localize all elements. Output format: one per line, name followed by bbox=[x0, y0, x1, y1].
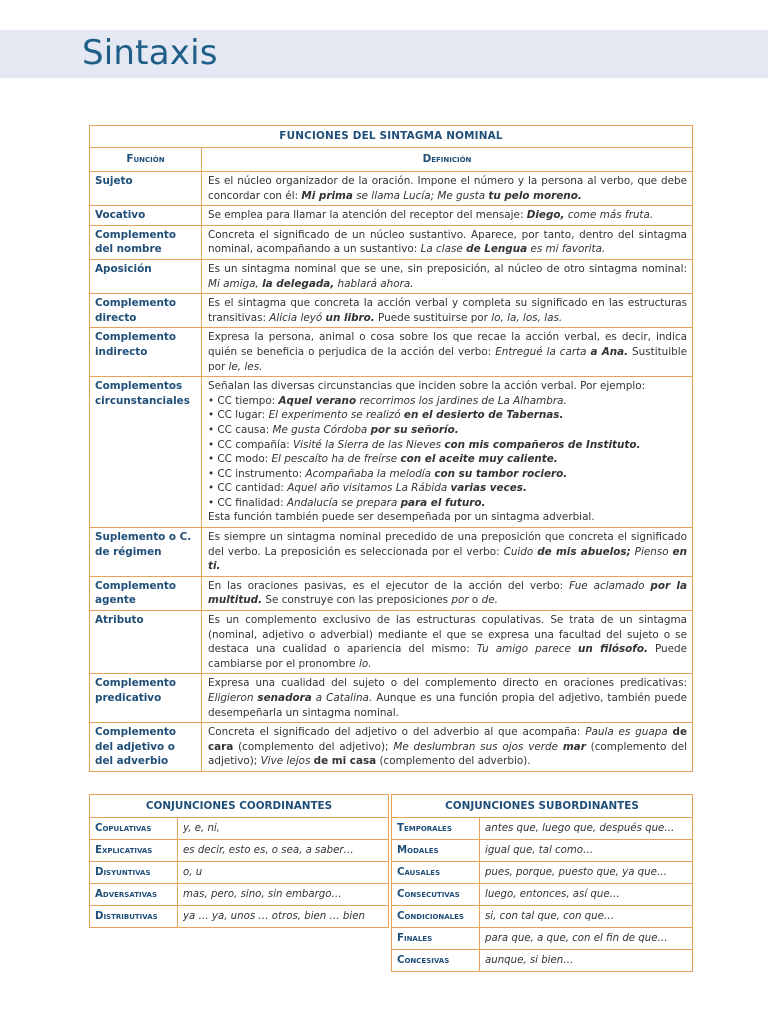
definition-text: • CC lugar: bbox=[208, 409, 269, 422]
example-text: Entregué la carta bbox=[495, 345, 591, 358]
definition-line bbox=[208, 379, 687, 394]
function-definition bbox=[202, 611, 693, 674]
emphasis-text: varias veces. bbox=[450, 482, 527, 495]
definition-text: Es el núcleo organizador de la oración. Impone el número y la persona al verbo, que debe concordar con él: bbox=[208, 175, 687, 202]
function-definition bbox=[202, 294, 693, 328]
emphasis-wrapper bbox=[527, 209, 565, 221]
example-text: Eligieron bbox=[208, 692, 258, 704]
subordinating-row bbox=[392, 906, 693, 928]
definition-text: • CC instrumento: bbox=[208, 467, 306, 480]
functions-table bbox=[89, 125, 693, 772]
definition-text: Expresa la persona, animal o cosa sobre los que recae la acción verbal, es decir, indica quién se beneficia o perjudica de la acción del verbo: bbox=[208, 331, 687, 358]
definition-text: Es un sintagma nominal que se une, sin preposición, al núcleo de otro sintagma nominal: bbox=[208, 262, 687, 275]
emphasis-text: tu pelo moreno. bbox=[488, 189, 582, 202]
function-name: Sujeto bbox=[90, 172, 202, 206]
example-text: Paula es guapa bbox=[585, 726, 673, 739]
example-text: Aquel año visitamos La Rábida bbox=[287, 482, 451, 495]
coordinating-type: Copulativas bbox=[90, 818, 178, 840]
definition-text: o bbox=[468, 594, 482, 607]
function-name: Complemento indirecto bbox=[90, 328, 202, 377]
definition-text: Se emplea para llamar la atención del receptor del mensaje: bbox=[208, 209, 527, 222]
example-text: Alicia leyó bbox=[269, 311, 326, 324]
function-definition bbox=[202, 576, 693, 610]
function-name: Complementos circunstanciales bbox=[90, 377, 202, 528]
coordinating-caption: CONJUNCIONES COORDINANTES bbox=[90, 795, 389, 818]
function-name: Atributo bbox=[90, 611, 202, 674]
function-definition bbox=[202, 225, 693, 259]
definition-text: Puede cambiarse por el pronombre bbox=[208, 643, 687, 670]
emphasis-text: Aquel verano bbox=[278, 394, 357, 407]
example-text: Cuido bbox=[503, 545, 538, 558]
function-row bbox=[90, 172, 693, 206]
coordinating-examples: y, e, ni, bbox=[178, 818, 389, 840]
example-text: a Catalina. bbox=[311, 692, 373, 704]
example-text: de. bbox=[481, 594, 498, 607]
definition-text: Señalan las diversas circunstancias que inciden sobre la acción verbal. Por ejemplo: bbox=[208, 380, 646, 393]
definition-line bbox=[208, 438, 687, 453]
subordinating-row bbox=[392, 840, 693, 862]
emphasis-text: con mis compañeros de Instituto. bbox=[444, 438, 641, 451]
emphasis-text: mar bbox=[562, 740, 586, 753]
example-text: Me gusta Córdoba bbox=[272, 423, 371, 436]
subordinating-type: Temporales bbox=[392, 818, 480, 840]
emphasis-wrapper bbox=[326, 312, 375, 324]
emphasis-text: para el futuro. bbox=[400, 496, 486, 509]
emphasis-text: en ti. bbox=[208, 545, 687, 573]
emphasis-text: Diego, bbox=[526, 209, 565, 222]
function-name: Vocativo bbox=[90, 206, 202, 226]
emphasis-wrapper bbox=[278, 395, 356, 407]
subordinating-examples: antes que, luego que, después que… bbox=[480, 818, 693, 840]
subordinating-conjunctions-table bbox=[391, 794, 693, 972]
subordinating-type: Finales bbox=[392, 928, 480, 950]
emphasis-text: un filósofo. bbox=[577, 643, 648, 656]
function-name: Complemento directo bbox=[90, 294, 202, 328]
function-row bbox=[90, 377, 693, 528]
coordinating-caption-row bbox=[90, 795, 389, 818]
function-row bbox=[90, 294, 693, 328]
function-definition bbox=[202, 723, 693, 772]
example-text: Me deslumbran sus ojos verde bbox=[393, 740, 563, 753]
definition-line bbox=[208, 452, 687, 467]
example-text: hablará ahora. bbox=[334, 277, 414, 290]
coordinating-examples: mas, pero, sino, sin embargo… bbox=[178, 884, 389, 906]
definition-line bbox=[208, 394, 687, 409]
page-title: Sintaxis bbox=[82, 33, 218, 73]
emphasis-text: la delegada, bbox=[262, 277, 335, 290]
definition-line bbox=[208, 423, 687, 438]
example-text: Vive lejos bbox=[260, 755, 314, 768]
example-text: lo, la, los, las. bbox=[491, 311, 563, 324]
coordinating-examples: o, u bbox=[178, 862, 389, 884]
example-text: Andalucía se prepara bbox=[286, 496, 401, 509]
definition-line bbox=[208, 467, 687, 482]
emphasis-wrapper bbox=[488, 190, 581, 202]
subordinating-examples: aunque, si bien… bbox=[480, 950, 693, 972]
example-text: El pescaíto ha de freírse bbox=[271, 453, 401, 466]
emphasis-wrapper bbox=[371, 424, 459, 436]
emphasis-text: con su tambor rociero. bbox=[434, 467, 568, 480]
function-name: Aposición bbox=[90, 259, 202, 293]
bold-text: de cara bbox=[208, 726, 687, 753]
definition-text: (complemento del adjetivo); bbox=[208, 740, 687, 768]
emphasis-text: por su señorío. bbox=[370, 423, 459, 436]
coordinating-conjunctions-table bbox=[89, 794, 389, 928]
function-definition bbox=[202, 674, 693, 723]
example-text: Visité la Sierra de las Nieves bbox=[293, 438, 445, 451]
emphasis-text: un libro. bbox=[325, 311, 375, 324]
subordinating-type: Consecutivas bbox=[392, 884, 480, 906]
emphasis-wrapper bbox=[404, 409, 564, 421]
definition-line bbox=[208, 408, 687, 423]
subordinating-examples: pues, porque, puesto que, ya que… bbox=[480, 862, 693, 884]
function-row bbox=[90, 225, 693, 259]
definition-text: • CC cantidad: bbox=[208, 482, 288, 495]
definition-text: Es un complemento exclusivo de las estructuras copulativas. Se trata de un sintagma (nominal, adjetivo o adverbial) mediante el que se expresa una facultad del sujeto o se destaca una cualidad o apariencia del mismo: bbox=[208, 614, 687, 656]
definition-text: Es el sintagma que concreta la acción verbal y completa su significado en las estructuras transitivas: bbox=[208, 297, 687, 324]
definition-text: • CC tiempo: bbox=[208, 394, 279, 407]
emphasis-text: en el desierto de Tabernas. bbox=[403, 409, 564, 422]
function-name: Suplemento o C. de régimen bbox=[90, 528, 202, 577]
bold-text: de mi casa bbox=[313, 755, 377, 768]
function-name: Complemento del nombre bbox=[90, 225, 202, 259]
emphasis-text: con el aceite muy caliente. bbox=[400, 453, 558, 466]
coordinating-type: Adversativas bbox=[90, 884, 178, 906]
definition-text: (complemento del adjetivo); bbox=[233, 740, 394, 753]
coordinating-row bbox=[90, 840, 389, 862]
definition-text: (complemento del adverbio). bbox=[376, 755, 531, 768]
subordinating-examples: igual que, tal como… bbox=[480, 840, 693, 862]
definition-line bbox=[208, 481, 687, 496]
coordinating-row bbox=[90, 906, 389, 928]
emphasis-wrapper bbox=[262, 278, 334, 290]
example-text: se llama Lucía; Me gusta bbox=[352, 189, 489, 202]
emphasis-wrapper bbox=[590, 346, 628, 358]
function-row bbox=[90, 328, 693, 377]
emphasis-text: a Ana. bbox=[590, 345, 629, 358]
subordinating-caption: CONJUNCIONES SUBORDINANTES bbox=[392, 795, 693, 818]
definition-text: En las oraciones pasivas, es el ejecutor de la acción del verbo: bbox=[208, 579, 570, 592]
coordinating-type: Disyuntivas bbox=[90, 862, 178, 884]
definition-text: Puede sustituirse por bbox=[374, 311, 492, 324]
coordinating-examples: es decir, esto es, o sea, a saber… bbox=[178, 840, 389, 862]
function-row bbox=[90, 674, 693, 723]
function-definition bbox=[202, 528, 693, 577]
function-row bbox=[90, 528, 693, 577]
example-text: recorrimos los jardines de La Alhambra. bbox=[356, 394, 567, 407]
subordinating-row bbox=[392, 862, 693, 884]
example-text: La clase bbox=[420, 243, 467, 256]
emphasis-wrapper bbox=[451, 482, 527, 494]
emphasis-wrapper bbox=[563, 741, 586, 753]
function-row bbox=[90, 206, 693, 226]
emphasis-wrapper bbox=[578, 643, 648, 655]
definition-text: Esta función también puede ser desempeñada por un sintagma adverbial. bbox=[208, 511, 595, 524]
function-definition bbox=[202, 172, 693, 206]
emphasis-wrapper bbox=[257, 692, 311, 704]
function-row bbox=[90, 611, 693, 674]
function-row bbox=[90, 723, 693, 772]
coordinating-type: Distributivas bbox=[90, 906, 178, 928]
definition-text: • CC finalidad: bbox=[208, 496, 287, 509]
example-text: es mi favorita. bbox=[527, 243, 606, 256]
function-row bbox=[90, 259, 693, 293]
subordinating-type: Causales bbox=[392, 862, 480, 884]
definition-line bbox=[208, 496, 687, 511]
emphasis-wrapper bbox=[400, 453, 557, 465]
function-definition bbox=[202, 206, 693, 226]
example-text: Acompañaba la melodía bbox=[305, 467, 435, 480]
coordinating-row bbox=[90, 884, 389, 906]
example-text: come más fruta. bbox=[564, 209, 654, 222]
definition-text: Sustituible por bbox=[208, 345, 688, 373]
function-definition bbox=[202, 377, 693, 528]
functions-table-header-row bbox=[90, 148, 693, 172]
emphasis-wrapper bbox=[434, 468, 567, 480]
emphasis-text: de mis abuelos; bbox=[537, 545, 631, 558]
column-header-definition: Definición bbox=[202, 148, 693, 172]
example-text: Mi amiga, bbox=[208, 277, 263, 290]
subordinating-row bbox=[392, 950, 693, 972]
definition-line bbox=[208, 510, 687, 525]
functions-table-caption-row bbox=[90, 126, 693, 148]
emphasis-text: Mi prima bbox=[301, 189, 353, 202]
function-definition bbox=[202, 259, 693, 293]
subordinating-examples: si, con tal que, con que… bbox=[480, 906, 693, 928]
subordinating-type: Modales bbox=[392, 840, 480, 862]
emphasis-wrapper bbox=[444, 439, 640, 451]
example-text: le, les. bbox=[228, 360, 263, 373]
function-definition bbox=[202, 328, 693, 377]
definition-text: • CC modo: bbox=[208, 453, 272, 466]
emphasis-wrapper bbox=[466, 243, 527, 255]
definition-text: Expresa una cualidad del sujeto o del complemento directo en oraciones predicativas: bbox=[208, 677, 687, 690]
subordinating-row bbox=[392, 928, 693, 950]
subordinating-examples: para que, a que, con el fin de que… bbox=[480, 928, 693, 950]
example-text: Tu amigo parece bbox=[476, 643, 578, 656]
emphasis-text: por la multitud. bbox=[208, 579, 687, 607]
subordinating-type: Concesivas bbox=[392, 950, 480, 972]
emphasis-wrapper bbox=[301, 190, 352, 202]
coordinating-examples: ya … ya, unos … otros, bien … bien bbox=[178, 906, 389, 928]
function-row bbox=[90, 576, 693, 610]
example-text: El experimento se realizó bbox=[268, 409, 404, 422]
subordinating-examples: luego, entonces, así que… bbox=[480, 884, 693, 906]
emphasis-text: senadora bbox=[257, 692, 312, 704]
definition-text: Es siempre un sintagma nominal precedido de una preposición que concreta el significado del verbo. La preposición es seleccionada por el verbo: bbox=[208, 531, 687, 558]
definition-text: Aunque es una función propia del adjetivo, también puede desempeñarla un sintagma nominal. bbox=[208, 692, 687, 719]
subordinating-row bbox=[392, 818, 693, 840]
emphasis-wrapper bbox=[537, 546, 631, 558]
example-text: Pienso bbox=[630, 545, 673, 558]
coordinating-row bbox=[90, 818, 389, 840]
definition-text: • CC causa: bbox=[208, 423, 273, 436]
example-text: Fue aclamado bbox=[569, 579, 651, 592]
definition-text: Concreta el significado del adjetivo o del adverbio al que acompaña: bbox=[208, 726, 586, 739]
definition-text: Concreta el significado de un núcleo sustantivo. Aparece, por tanto, dentro del sintagma nominal, acompañando a un sustantivo: bbox=[208, 228, 687, 256]
functions-table-caption: FUNCIONES DEL SINTAGMA NOMINAL bbox=[90, 126, 693, 148]
emphasis-wrapper bbox=[401, 497, 486, 509]
subordinating-caption-row bbox=[392, 795, 693, 818]
function-name: Complemento predicativo bbox=[90, 674, 202, 723]
coordinating-row bbox=[90, 862, 389, 884]
example-text: lo. bbox=[358, 657, 372, 670]
emphasis-text: de Lengua bbox=[466, 243, 528, 256]
function-name: Complemento del adjetivo o del adverbio bbox=[90, 723, 202, 772]
coordinating-type: Explicativas bbox=[90, 840, 178, 862]
definition-text: • CC compañía: bbox=[208, 438, 294, 451]
subordinating-row bbox=[392, 884, 693, 906]
subordinating-type: Condicionales bbox=[392, 906, 480, 928]
column-header-function: Función bbox=[90, 148, 202, 172]
function-name: Complemento agente bbox=[90, 576, 202, 610]
example-text: por bbox=[451, 594, 469, 607]
definition-text: Se construye con las preposiciones bbox=[262, 594, 452, 607]
